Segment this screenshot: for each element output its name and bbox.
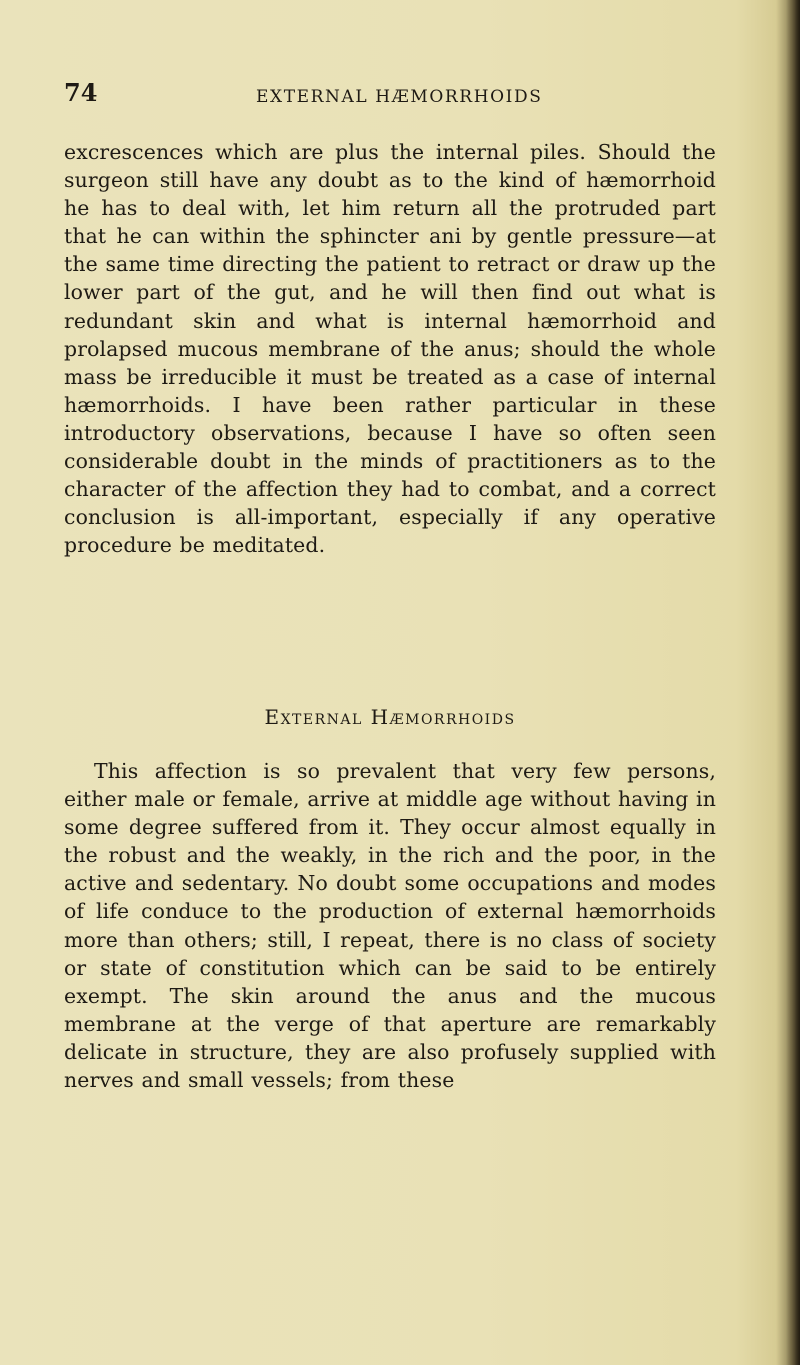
- section-heading: External Hæmorrhoids: [264, 705, 516, 729]
- paragraph-2: This affection is so prevalent that very few persons, either male or female, arrive at middle age without having in some degree suffered from it. They occur almost equally in the robust and the weakly, in the rich and the poor, in the active and sedentary. No doubt some occupations and modes of life conduce to the production of external hæmorrhoids more than others; still, I repeat, there is no class of society or state of constitution which can be said to be entirely exempt. The skin around the anus and the mucous membrane at the verge of that aperture are remarkably delicate in structure, they are also profusely supplied with nerves and small vessels; from these: [64, 759, 716, 1093]
- running-head: [64, 78, 714, 118]
- page-number: 74: [64, 78, 98, 107]
- page-edge-shadow: [786, 0, 800, 1365]
- running-head-title: EXTERNAL HÆMORRHOIDS: [256, 87, 543, 107]
- paragraph-1: excrescences which are plus the internal piles. Should the surgeon still have any doubt as to the kind of hæmorrhoid he has to deal with, let him return all the protruded part that he can within the sphincter ani by gentle pressure—at the same time directing the patient to retract or draw up the lower part of the gut, and he will then find out what is redundant skin and what is internal hæmorrhoid and prolapsed mucous membrane of the anus; should the whole mass be irreducible it must be treated as a case of internal hæmorrhoids. I have been rather particular in these introductory observations, because I have so often seen considerable doubt in the minds of practitioners as to the character of the affection they had to combat, and a correct conclusion is all-important, especially if any operative procedure be meditated.: [64, 140, 716, 558]
